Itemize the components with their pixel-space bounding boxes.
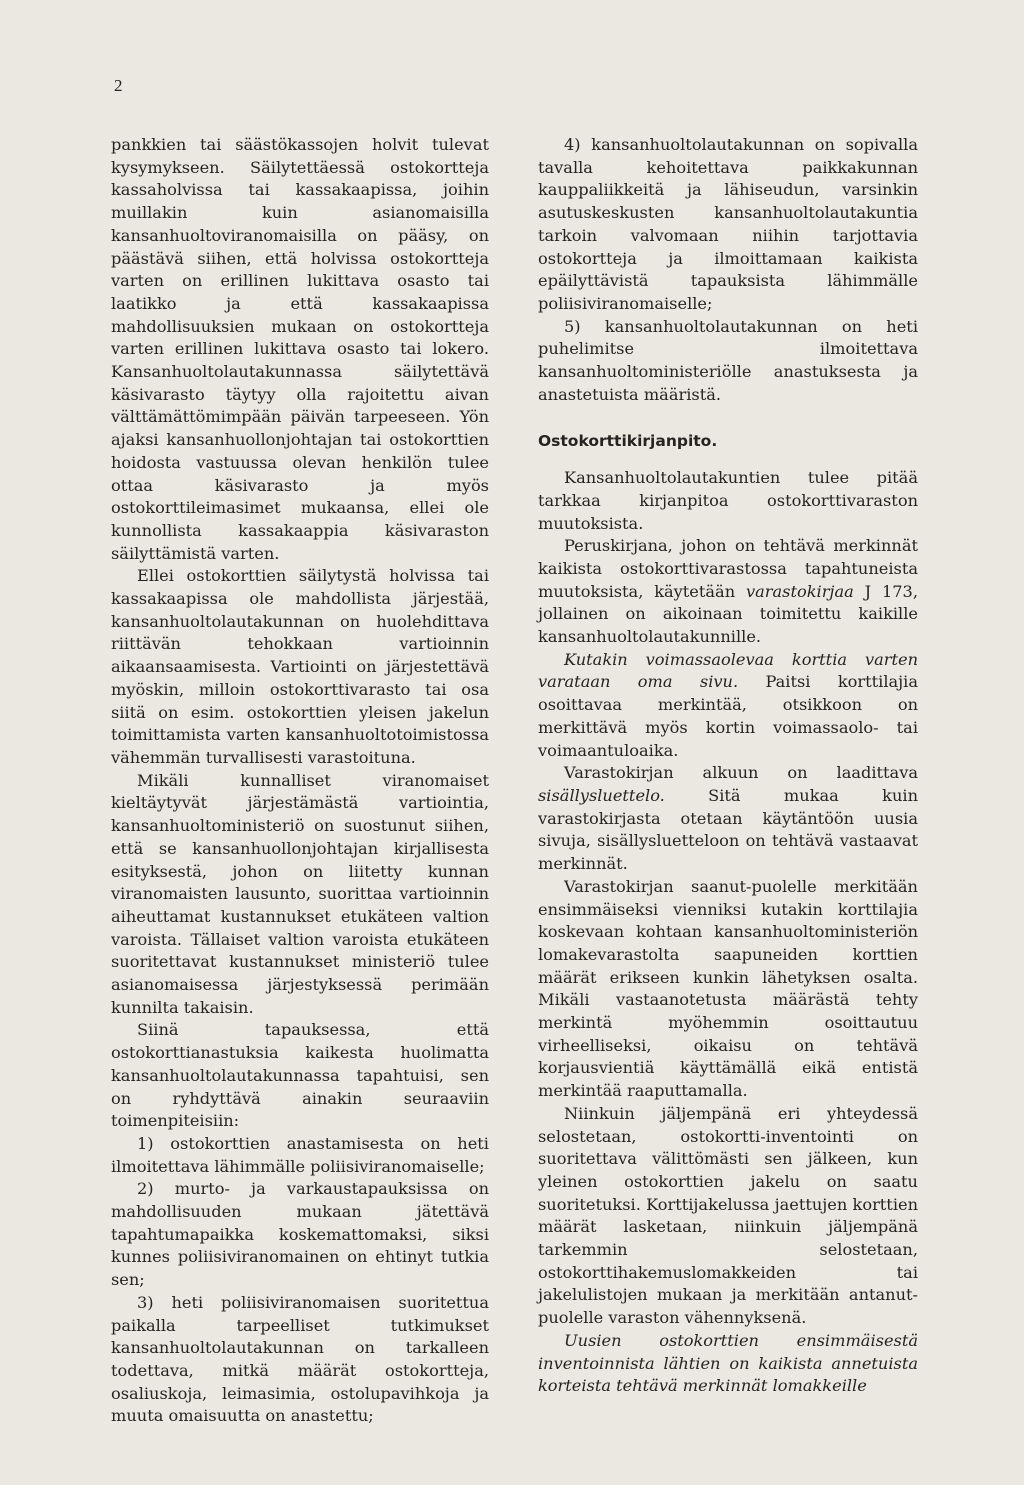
text-run: Varastokirjan alkuun on laadittava: [564, 763, 918, 783]
paragraph: pankkien tai säästökassojen holvit tulevat kysymykseen. Säilytettäessä ostokortteja kassaholvissa tai kassakaapissa, joihin muillakin kuin asianomaisilla kansanhuoltoviranomaisilla on pääsy, on päästävä siihen, että holvissa ostokortteja varten on erillinen lukittava osasto tai laatikko ja että kassakaapissa mahdollisuuksien mukaan on ostokortteja varten erillinen lukittava osasto tai lokero. Kansanhuoltolautakunnassa säilytettävä käsivarasto täytyy olla rajoitettu aivan välttämättömimpään päivän tarpeeseen. Yön ajaksi kansanhuollonjohtajan tai ostokorttien hoidosta vastuussa olevan henkilön tulee ottaa käsivarasto ja myös ostokorttileimasimet mukaansa, ellei ole kunnollista kassakaappia käsivaraston säilyttämistä varten.: [111, 135, 489, 563]
paragraph: [538, 535, 918, 649]
list-item: 4) kansanhuoltolautakunnan on sopivalla tavalla kehoitettava paikkakunnan kauppaliikkeitä ja lähiseudun, varsinkin asutuskeskusten kansanhuoltolautakuntia tarkoin valvomaan niihin tarjottavia ostokortteja ja ilmoittamaan kaikista epäilyttävistä tapauksista lähimmälle poliisiviranomaiselle;: [538, 135, 918, 313]
italic-sentence: Uusien ostokorttien ensimmäisestä inventoinnista lähtien on kaikista annetuista korteista tehtävä merkinnät lomakkeille: [538, 1330, 918, 1396]
list-item: 1) ostokorttien anastamisesta on heti ilmoitettava lähimmälle poliisiviranomaiselle;: [111, 1133, 489, 1176]
section-heading: Ostokorttikirjanpito.: [538, 432, 718, 451]
page-number: 2: [114, 76, 123, 95]
paragraph: [538, 762, 918, 876]
text-run: Paitsi korttilajia osoittavaa merkintää, otsikkoon on merkittävä myös kortin voimassaolo- tai voimaantuloaika.: [538, 672, 918, 760]
list-item: 5) kansanhuoltolautakunnan on heti puhelimitse ilmoitettava kansanhuoltoministeriölle anastuksesta ja anastetuista määristä.: [538, 316, 918, 404]
italic-term: sisällysluettelo.: [538, 785, 665, 805]
text-run: Sitä mukaa kuin varastokirjasta otetaan käytäntöön uusia sivuja, sisällysluetteloon on tehtävä vastaavat merkinnät.: [538, 785, 918, 874]
list-item: 2) murto- ja varkaustapauksissa on mahdollisuuden mukaan jätettävä tapahtumapaikka koskemattomaksi, siksi kunnes poliisiviranomainen on ehtinyt tutkia sen;: [111, 1179, 489, 1290]
italic-term: varastokirjaa: [745, 581, 854, 601]
paragraph: Niinkuin jäljempänä eri yhteydessä selostetaan, ostokortti-inventointi on suoritettava välittömästi sen jälkeen, kun yleinen ostokorttien jakelu on saatu suoritetuksi. Korttijakelussa jaettujen korttien määrät lasketaan, niinkuin jäljempänä tarkemmin selostetaan, ostokorttihakemuslomakkeiden tai jakelulistojen mukaan ja merkitään antanut-puolelle varaston vähennyksenä.: [538, 1103, 918, 1328]
text-run: Peruskirjana, johon on tehtävä merkinnät kaikista ostokorttivarastossa tapahtuneista muutoksista, käytetään: [538, 536, 918, 601]
paragraph: Mikäli kunnalliset viranomaiset kieltäytyvät järjestämästä vartiointia, kansanhuoltoministeriö on suostunut siihen, että se kansanhuollonjohtajan kirjallisesta esityksestä, johon on liitetty kunnan viranomaisten lausunto, suorittaa vartioinnin aiheuttamat kustannukset etukäteen valtion varoista. Tällaiset valtion varoista etukäteen suoritettavat kustannukset ministeriö tulee asianomaisessa järjestyksessä perimään kunnilta takaisin.: [111, 770, 489, 1017]
paragraph: Siinä tapauksessa, että ostokorttianastuksia kaikesta huolimatta kansanhuoltolautakunnassa tapahtuisi, sen on ryhdyttävä ainakin seuraaviin toimenpiteisiin:: [111, 1020, 489, 1131]
right-column: [538, 134, 918, 1398]
paragraph: Ellei ostokorttien säilytystä holvissa tai kassakaapissa ole mahdollista järjestää, kansanhuoltolautakunnan on huolehdittava riittävän tehokkaan vartioinnin aikaansaamisesta. Vartiointi on järjestettävä myöskin, milloin ostokorttivarasto tai osa siitä on esim. ostokorttien yleisen jakelun toimittamista varten kansanhuoltotoimistossa vähemmän turvallisesti varastoituna.: [111, 566, 489, 767]
left-column: [111, 134, 489, 1428]
text-run: J 173, jollainen on aikoinaan toimitettu kaikille kansanhuoltolautakunnille.: [538, 581, 918, 647]
paragraph: Varastokirjan saanut-puolelle merkitään ensimmäiseksi vienniksi kutakin korttilajia koskevaan kohtaan kansanhuoltoministeriön lomakevarastolta saapuneiden korttien määrät erikseen kunkin lähetyksen osalta. Mikäli vastaanotetusta määrästä tehty merkintä myöhemmin osoittautuu virheelliseksi, oikaisu on tehtävä korjausvientiä käyttämällä eikä entistä merkintää raaputtamalla.: [538, 876, 918, 1101]
paragraph: Kansanhuoltolautakuntien tulee pitää tarkkaa kirjanpitoa ostokorttivaraston muutoksista.: [538, 468, 918, 533]
paragraph: [538, 1330, 918, 1398]
paragraph: [538, 649, 918, 763]
list-item: 3) heti poliisiviranomaisen suoritettua paikalla tarpeelliset tutkimukset kansanhuoltolautakunnan on tarkalleen todettava, mitkä määrät ostokortteja, osaliuskoja, leimasimia, ostolupavihkoja ja muuta omaisuutta on anastettu;: [111, 1292, 489, 1426]
italic-sentence: Kutakin voimassaolevaa korttia varten varataan oma sivu.: [538, 649, 918, 692]
